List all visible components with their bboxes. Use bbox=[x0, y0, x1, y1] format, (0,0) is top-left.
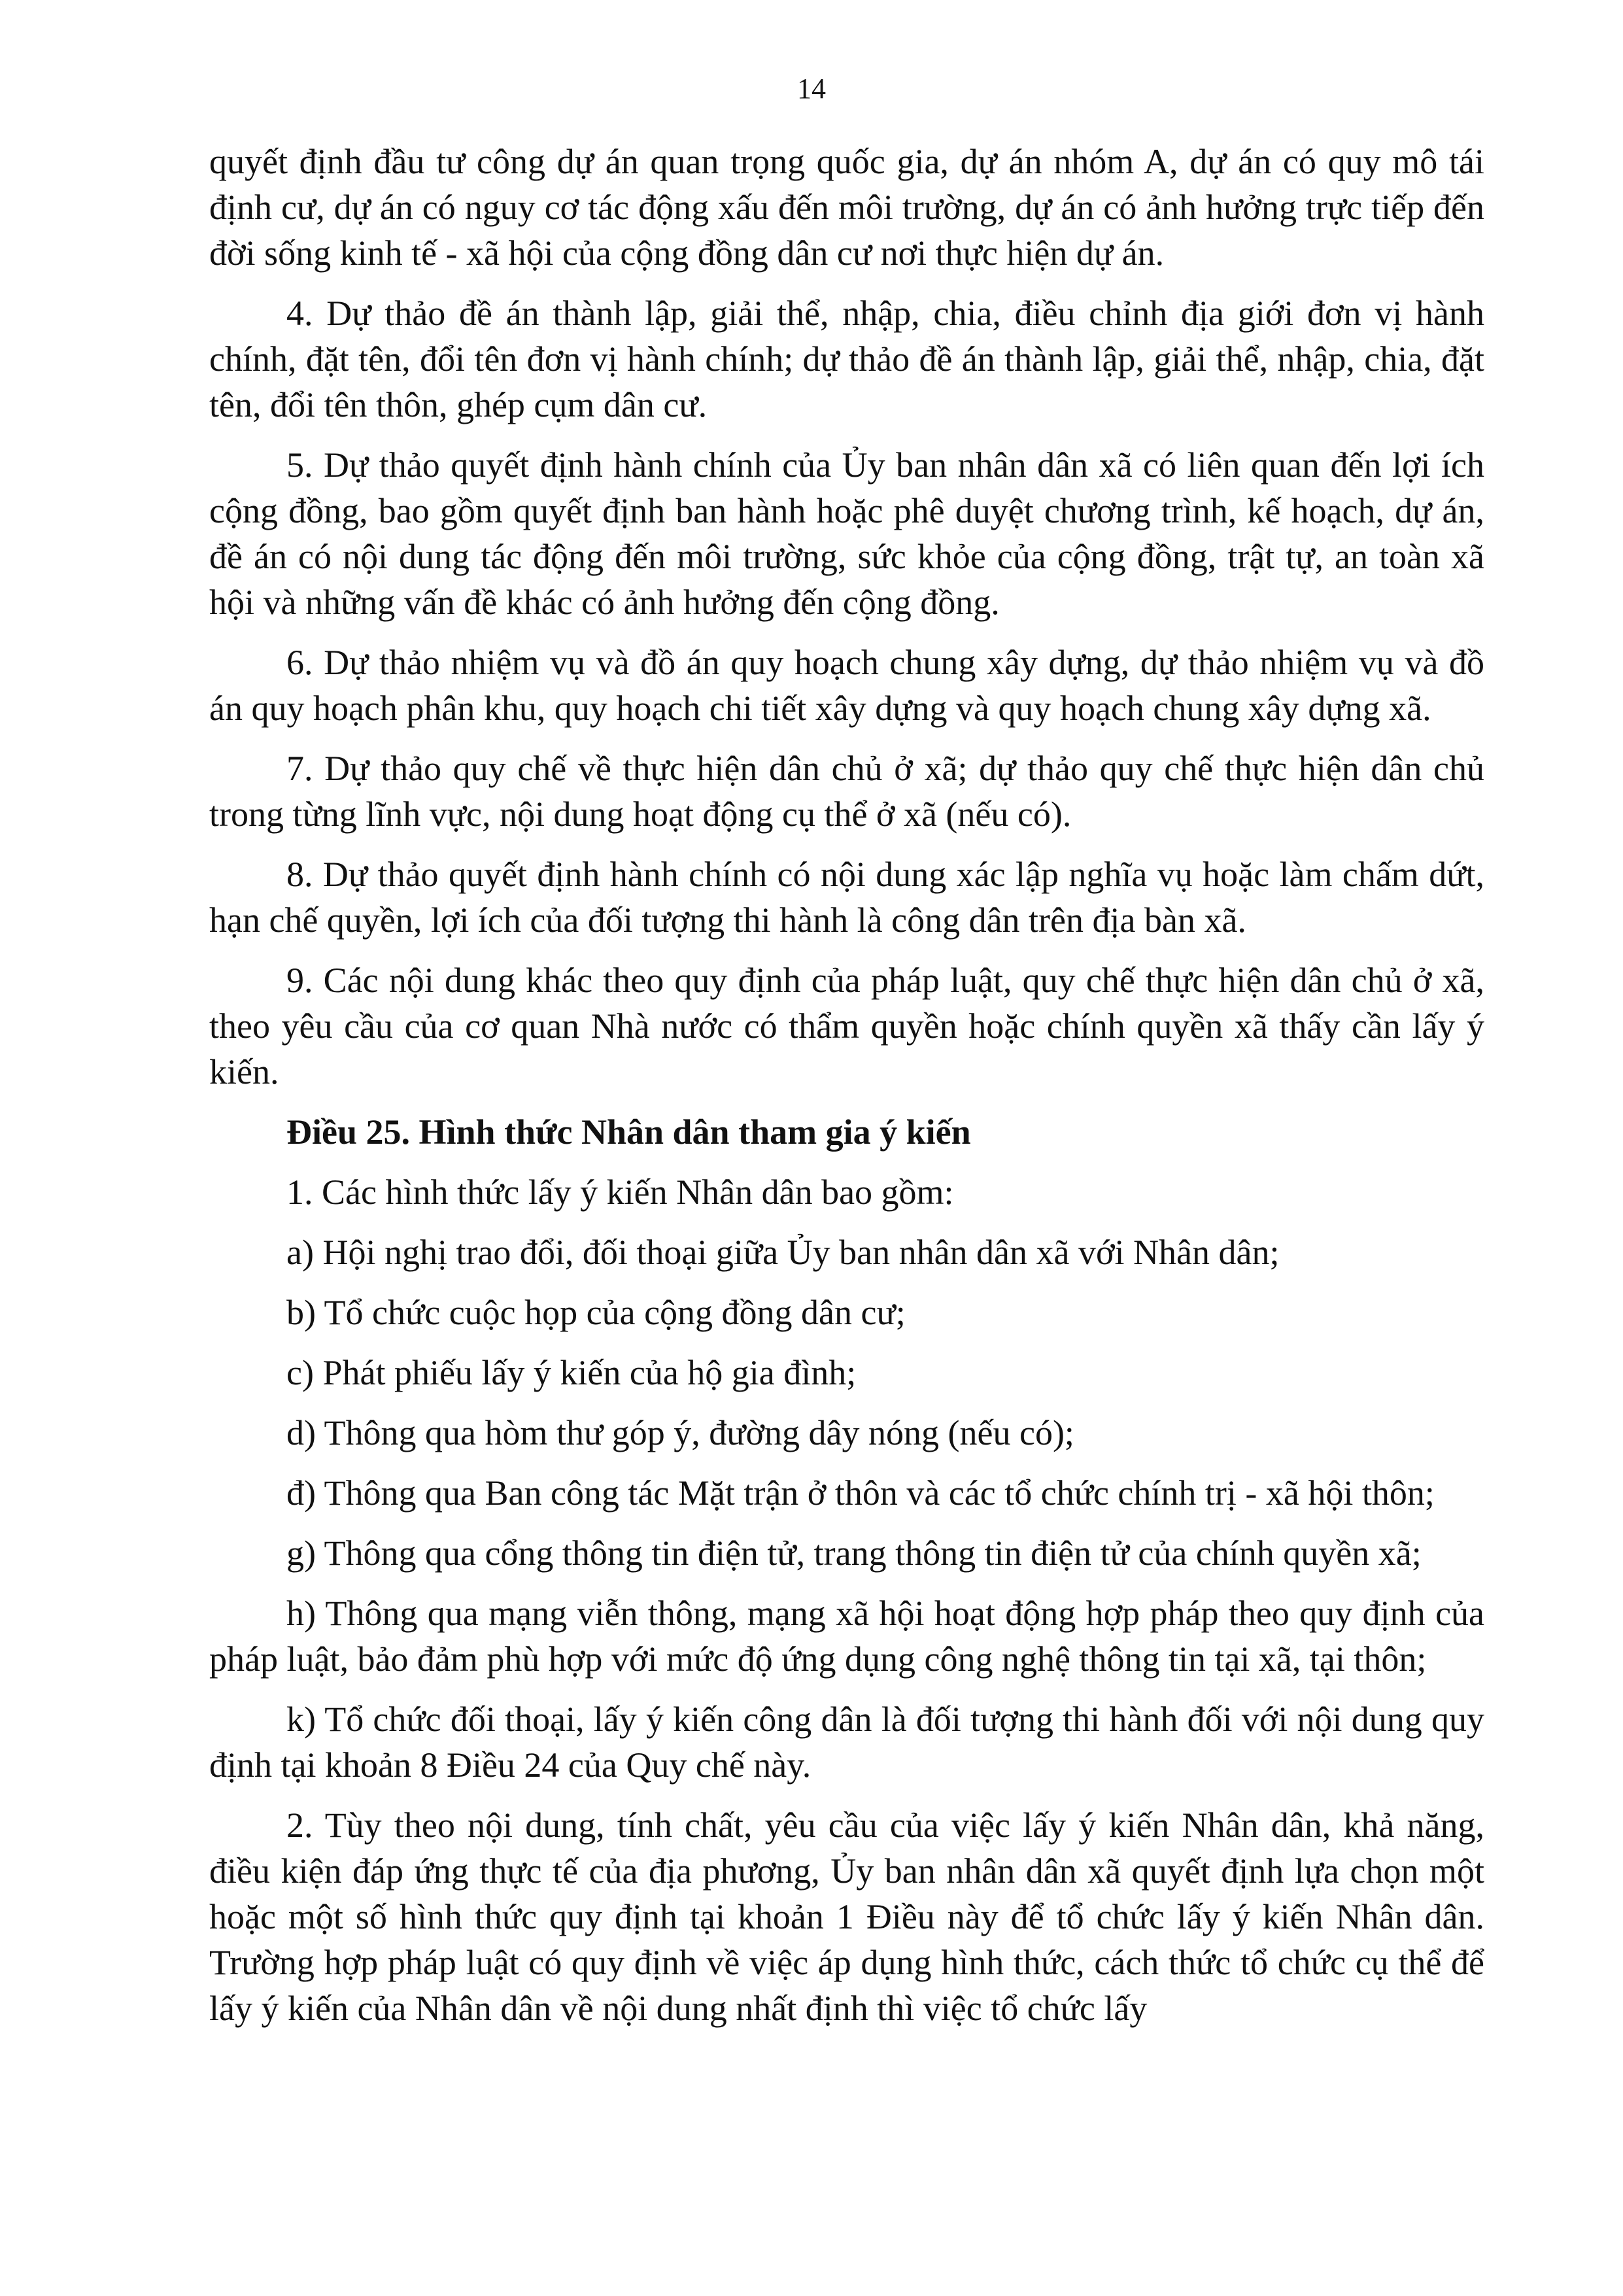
article-25-heading: Điều 25. Hình thức Nhân dân tham gia ý kiến bbox=[286, 1112, 971, 1152]
clause-1-point-g: g) Thông qua cổng thông tin điện tử, trang thông tin điện tử của chính quyền xã; bbox=[286, 1534, 1422, 1573]
clause-1-point-h: h) Thông qua mạng viễn thông, mạng xã hội hoạt động hợp pháp theo quy định của pháp luật, bảo đảm phù hợp với mức độ ứng dụng công nghệ thông tin tại xã, tại thôn; bbox=[209, 1594, 1484, 1679]
clause-1-point-a: a) Hội nghị trao đổi, đối thoại giữa Ủy ban nhân dân xã với Nhân dân; bbox=[286, 1233, 1280, 1272]
page-number: 14 bbox=[797, 73, 826, 105]
clause-1-point-dd: đ) Thông qua Ban công tác Mặt trận ở thôn và các tổ chức chính trị - xã hội thôn; bbox=[286, 1473, 1435, 1513]
document-body bbox=[209, 139, 1484, 2046]
clause-1-point-b: b) Tổ chức cuộc họp của cộng đồng dân cư; bbox=[286, 1293, 906, 1332]
paragraph-item-4: 4. Dự thảo đề án thành lập, giải thể, nhập, chia, điều chỉnh địa giới đơn vị hành chính, đặt tên, đổi tên đơn vị hành chính; dự thảo đề án thành lập, giải thể, nhập, chia, đặt tên, đổi tên thôn, ghép cụm dân cư. bbox=[209, 294, 1484, 424]
paragraph-continuation: quyết định đầu tư công dự án quan trọng quốc gia, dự án nhóm A, dự án có quy mô tái định cư, dự án có nguy cơ tác động xấu đến môi trường, dự án có ảnh hưởng trực tiếp đến đời sống kinh tế - xã hội của cộng đồng dân cư nơi thực hiện dự án. bbox=[209, 142, 1484, 273]
clause-1-point-d: d) Thông qua hòm thư góp ý, đường dây nóng (nếu có); bbox=[286, 1413, 1074, 1452]
clause-2: 2. Tùy theo nội dung, tính chất, yêu cầu của việc lấy ý kiến Nhân dân, khả năng, điều kiện đáp ứng thực tế của địa phương, Ủy ban nhân dân xã quyết định lựa chọn một hoặc một số hình thức quy định tại khoản 1 Điều này để tổ chức lấy ý kiến Nhân dân. Trường hợp pháp luật có quy định về việc áp dụng hình thức, cách thức tổ chức cụ thể để lấy ý kiến của Nhân dân về nội dung nhất định thì việc tổ chức lấy bbox=[209, 1806, 1484, 2028]
paragraph-item-5: 5. Dự thảo quyết định hành chính của Ủy ban nhân dân xã có liên quan đến lợi ích cộng đồng, bao gồm quyết định ban hành hoặc phê duyệt chương trình, kế hoạch, dự án, đề án có nội dung tác động đến môi trường, sức khỏe của cộng đồng, trật tự, an toàn xã hội và những vấn đề khác có ảnh hưởng đến cộng đồng. bbox=[209, 445, 1484, 622]
paragraph-item-9: 9. Các nội dung khác theo quy định của pháp luật, quy chế thực hiện dân chủ ở xã, theo yêu cầu của cơ quan Nhà nước có thẩm quyền hoặc chính quyền xã thấy cần lấy ý kiến. bbox=[209, 961, 1484, 1091]
paragraph-item-7: 7. Dự thảo quy chế về thực hiện dân chủ ở xã; dự thảo quy chế thực hiện dân chủ trong từng lĩnh vực, nội dung hoạt động cụ thể ở xã (nếu có). bbox=[209, 749, 1484, 834]
paragraph-item-8: 8. Dự thảo quyết định hành chính có nội dung xác lập nghĩa vụ hoặc làm chấm dứt, hạn chế quyền, lợi ích của đối tượng thi hành là công dân trên địa bàn xã. bbox=[209, 855, 1484, 940]
clause-1-point-c: c) Phát phiếu lấy ý kiến của hộ gia đình; bbox=[286, 1353, 857, 1392]
paragraph-item-6: 6. Dự thảo nhiệm vụ và đồ án quy hoạch chung xây dựng, dự thảo nhiệm vụ và đồ án quy hoạch phân khu, quy hoạch chi tiết xây dựng và quy hoạch chung xây dựng xã. bbox=[209, 643, 1484, 728]
clause-1: 1. Các hình thức lấy ý kiến Nhân dân bao gồm: bbox=[286, 1173, 954, 1212]
clause-1-point-k: k) Tổ chức đối thoại, lấy ý kiến công dân là đối tượng thi hành đối với nội dung quy định tại khoản 8 Điều 24 của Quy chế này. bbox=[209, 1700, 1484, 1785]
